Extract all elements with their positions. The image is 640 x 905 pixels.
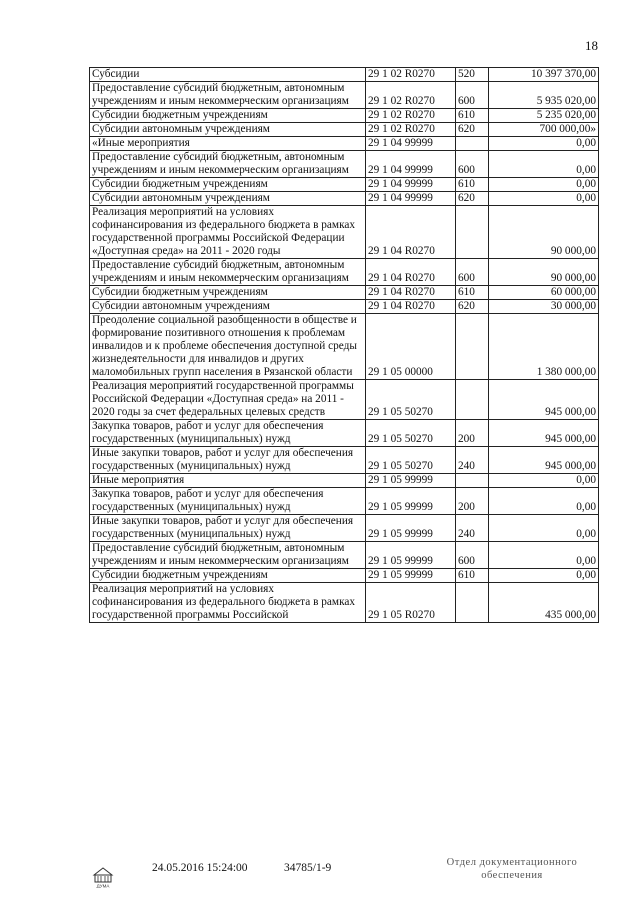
row-code: 29 1 04 R0270: [366, 206, 456, 259]
row-name: Предоставление субсидий бюджетным, автономным учреждениям и иным некоммерческим организациям: [90, 259, 366, 286]
page-number: 18: [585, 38, 598, 53]
row-code: 29 1 05 99999: [366, 474, 456, 488]
row-amount: 0,00: [489, 474, 599, 488]
row-code: 29 1 05 00000: [366, 314, 456, 380]
stamp-line-1: Отдел документационного: [446, 857, 578, 868]
row-expense-type: [456, 474, 489, 488]
row-amount: 5 935 020,00: [489, 82, 599, 109]
duma-logo-icon: [90, 864, 116, 888]
table-row: [90, 380, 599, 420]
row-code: 29 1 05 50270: [366, 420, 456, 447]
row-expense-type: 620: [456, 300, 489, 314]
table-row: [90, 259, 599, 286]
row-expense-type: 200: [456, 488, 489, 515]
table-row: [90, 286, 599, 300]
table-row: [90, 206, 599, 259]
row-amount: 0,00: [489, 488, 599, 515]
row-name: Субсидии автономным учреждениям: [90, 300, 366, 314]
row-name: Преодоление социальной разобщенности в обществе и формирование позитивного отношения к проблемам инвалидов и к проблеме обеспечения доступной среды жизнедеятельности для инвалидов и других маломобильных групп населения в Рязанской области: [90, 314, 366, 380]
row-name: Субсидии автономным учреждениям: [90, 123, 366, 137]
table-row: [90, 68, 599, 82]
row-expense-type: 620: [456, 123, 489, 137]
row-amount: 700 000,00»: [489, 123, 599, 137]
table-row: [90, 420, 599, 447]
row-expense-type: 610: [456, 109, 489, 123]
row-amount: 60 000,00: [489, 286, 599, 300]
row-amount: 945 000,00: [489, 447, 599, 474]
row-code: 29 1 04 R0270: [366, 286, 456, 300]
row-expense-type: 200: [456, 420, 489, 447]
row-code: 29 1 04 R0270: [366, 259, 456, 286]
row-name: Закупка товаров, работ и услуг для обеспечения государственных (муниципальных) нужд: [90, 488, 366, 515]
row-expense-type: 600: [456, 542, 489, 569]
row-code: 29 1 04 99999: [366, 192, 456, 206]
row-amount: 0,00: [489, 569, 599, 583]
row-name: Реализация мероприятий государственной программы Российской Федерации «Доступная среда» на 2011 - 2020 годы за счет федеральных целевых средств: [90, 380, 366, 420]
table-row: [90, 123, 599, 137]
table-row: [90, 151, 599, 178]
row-expense-type: 600: [456, 82, 489, 109]
budget-table: [89, 67, 599, 623]
table-row: [90, 474, 599, 488]
budget-table-body: [90, 68, 599, 623]
table-row: [90, 314, 599, 380]
footer: [90, 857, 610, 898]
row-code: 29 1 05 99999: [366, 488, 456, 515]
row-expense-type: 620: [456, 192, 489, 206]
row-amount: 1 380 000,00: [489, 314, 599, 380]
row-code: 29 1 04 99999: [366, 137, 456, 151]
row-code: 29 1 02 R0270: [366, 68, 456, 82]
row-expense-type: [456, 314, 489, 380]
row-expense-type: 600: [456, 259, 489, 286]
row-code: 29 1 05 50270: [366, 380, 456, 420]
row-amount: 0,00: [489, 192, 599, 206]
stamp-line-2: обеспечения: [481, 870, 543, 881]
row-name: Субсидии бюджетным учреждениям: [90, 178, 366, 192]
row-amount: 945 000,00: [489, 420, 599, 447]
table-row: [90, 109, 599, 123]
table-row: [90, 178, 599, 192]
table-row: [90, 488, 599, 515]
table-row: [90, 192, 599, 206]
row-name: Предоставление субсидий бюджетным, автономным учреждениям и иным некоммерческим организациям: [90, 82, 366, 109]
row-amount: 0,00: [489, 542, 599, 569]
table-row: [90, 569, 599, 583]
row-expense-type: [456, 583, 489, 623]
row-code: 29 1 05 99999: [366, 542, 456, 569]
row-code: 29 1 02 R0270: [366, 82, 456, 109]
row-name: Предоставление субсидий бюджетным, автономным учреждениям и иным некоммерческим организациям: [90, 542, 366, 569]
row-code: 29 1 05 99999: [366, 569, 456, 583]
row-expense-type: [456, 137, 489, 151]
row-expense-type: 600: [456, 151, 489, 178]
table-row: [90, 137, 599, 151]
row-amount: 10 397 370,00: [489, 68, 599, 82]
footer-timestamp: 24.05.2016 15:24:00: [152, 862, 248, 874]
row-code: 29 1 04 99999: [366, 178, 456, 192]
table-row: [90, 515, 599, 542]
row-code: 29 1 04 R0270: [366, 300, 456, 314]
table-row: [90, 300, 599, 314]
row-amount: 0,00: [489, 178, 599, 192]
row-amount: 945 000,00: [489, 380, 599, 420]
row-expense-type: 610: [456, 286, 489, 300]
row-expense-type: 610: [456, 569, 489, 583]
row-code: 29 1 05 50270: [366, 447, 456, 474]
row-name: Иные закупки товаров, работ и услуг для обеспечения государственных (муниципальных) нужд: [90, 515, 366, 542]
table-row: [90, 447, 599, 474]
row-name: Иные закупки товаров, работ и услуг для обеспечения государственных (муниципальных) нужд: [90, 447, 366, 474]
row-name: Иные мероприятия: [90, 474, 366, 488]
logo-text: ДУМА: [96, 883, 110, 888]
row-amount: 5 235 020,00: [489, 109, 599, 123]
row-name: Субсидии бюджетным учреждениям: [90, 286, 366, 300]
footer-doc-number: 34785/1-9: [284, 862, 332, 874]
row-code: 29 1 02 R0270: [366, 109, 456, 123]
row-expense-type: [456, 206, 489, 259]
row-name: Субсидии бюджетным учреждениям: [90, 569, 366, 583]
row-name: «Иные мероприятия: [90, 137, 366, 151]
row-expense-type: 240: [456, 515, 489, 542]
row-amount: 90 000,00: [489, 206, 599, 259]
row-amount: 0,00: [489, 137, 599, 151]
row-expense-type: 520: [456, 68, 489, 82]
row-amount: 30 000,00: [489, 300, 599, 314]
table-row: [90, 82, 599, 109]
row-amount: 0,00: [489, 515, 599, 542]
row-code: 29 1 05 99999: [366, 515, 456, 542]
row-expense-type: 610: [456, 178, 489, 192]
row-name: Субсидии автономным учреждениям: [90, 192, 366, 206]
row-amount: 0,00: [489, 151, 599, 178]
row-name: Реализация мероприятий на условиях софинансирования из федерального бюджета в рамках государственной программы Российской Федерации «Доступная среда» на 2011 - 2020 годы: [90, 206, 366, 259]
row-name: Субсидии: [90, 68, 366, 82]
row-code: 29 1 05 R0270: [366, 583, 456, 623]
row-name: Закупка товаров, работ и услуг для обеспечения государственных (муниципальных) нужд: [90, 420, 366, 447]
row-amount: 90 000,00: [489, 259, 599, 286]
row-name: Предоставление субсидий бюджетным, автономным учреждениям и иным некоммерческим организациям: [90, 151, 366, 178]
department-stamp: [432, 856, 592, 882]
row-expense-type: [456, 380, 489, 420]
row-expense-type: 240: [456, 447, 489, 474]
row-name: Субсидии бюджетным учреждениям: [90, 109, 366, 123]
row-code: 29 1 04 99999: [366, 151, 456, 178]
row-amount: 435 000,00: [489, 583, 599, 623]
row-name: Реализация мероприятий на условиях софинансирования из федерального бюджета в рамках государственной программы Российской: [90, 583, 366, 623]
table-row: [90, 542, 599, 569]
table-row: [90, 583, 599, 623]
row-code: 29 1 02 R0270: [366, 123, 456, 137]
